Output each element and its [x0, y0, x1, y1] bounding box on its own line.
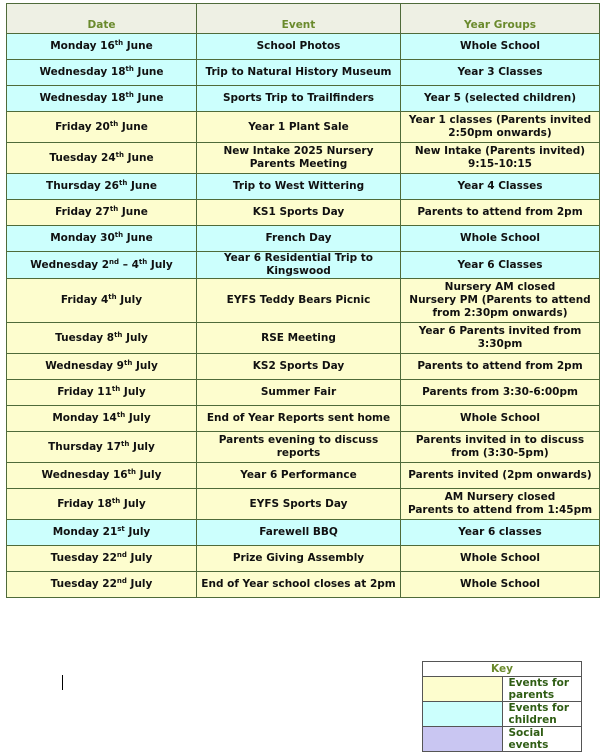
date-suffix: th: [123, 359, 133, 367]
year-groups-cell: Year 6 classes: [401, 520, 600, 546]
date-cell: [7, 463, 197, 489]
date-suffix: th: [125, 91, 134, 99]
table-row: [7, 143, 600, 174]
date-suffix: th: [108, 293, 117, 301]
date-month: June: [130, 180, 157, 192]
date-day: Thursday 26: [46, 180, 119, 192]
date-month: July: [150, 258, 173, 271]
date-month: June: [137, 92, 164, 104]
date-cell: [7, 406, 197, 432]
event-cell: Parents evening to discuss reports: [197, 432, 401, 463]
year-groups-cell: Year 6 Parents invited from 3:30pm: [401, 323, 600, 354]
year-groups-cell: New Intake (Parents invited) 9:15-10:15: [401, 143, 600, 174]
event-cell: Trip to Natural History Museum: [197, 60, 401, 86]
events-table: [6, 3, 600, 598]
date-cell: [7, 546, 197, 572]
table-row: [7, 463, 600, 489]
event-cell: Trip to West Wittering: [197, 174, 401, 200]
event-cell: KS1 Sports Day: [197, 200, 401, 226]
table-row: [7, 86, 600, 112]
date-month: July: [135, 360, 158, 372]
key-row: [423, 677, 582, 702]
year-groups-cell: Whole School: [401, 226, 600, 252]
date-suffix: th: [138, 257, 148, 266]
year-groups-cell: Parents to attend from 2pm: [401, 200, 600, 226]
year-groups-cell: Year 5 (selected children): [401, 86, 600, 112]
date-cell: [7, 200, 197, 226]
date-month: July: [126, 331, 148, 344]
key-row: [423, 702, 582, 727]
date-month: July: [123, 497, 146, 510]
event-cell: Summer Fair: [197, 380, 401, 406]
year-groups-cell: Whole School: [401, 546, 600, 572]
date-month: June: [127, 151, 154, 164]
date-suffix: th: [109, 205, 119, 213]
events-body: [7, 34, 600, 598]
date-suffix: th: [116, 411, 126, 419]
year-groups-cell: Whole School: [401, 34, 600, 60]
year-groups-line: Nursery PM (Parents to attend from 2:30pm onwards): [409, 294, 591, 319]
date-suffix: st: [117, 525, 125, 533]
date-cell: [7, 432, 197, 463]
event-cell: French Day: [197, 226, 401, 252]
event-cell: KS2 Sports Day: [197, 354, 401, 380]
date-day: Wednesday 18: [39, 92, 126, 104]
date-day: Friday 20: [55, 120, 110, 133]
date-suffix: nd: [116, 551, 127, 559]
table-row: [7, 252, 600, 279]
table-row: [7, 112, 600, 143]
table-row: [7, 34, 600, 60]
year-groups-cell: Parents invited in to discuss from (3:30-5pm): [401, 432, 600, 463]
table-row: [7, 200, 600, 226]
year-groups-line: AM Nursery closed: [444, 491, 556, 503]
table-row: [7, 354, 600, 380]
date-day: Monday 14: [52, 412, 117, 424]
table-row: [7, 380, 600, 406]
date-day: Tuesday 22: [50, 552, 117, 564]
year-groups-cell: Parents invited (2pm onwards): [401, 463, 600, 489]
event-cell: EYFS Teddy Bears Picnic: [197, 279, 401, 323]
table-row: [7, 489, 600, 520]
date-suffix: th: [125, 65, 134, 73]
date-suffix: th: [109, 119, 119, 128]
date-day: Friday 18: [57, 497, 112, 510]
table-row: [7, 226, 600, 252]
date-month: July: [130, 552, 153, 564]
table-row: [7, 279, 600, 323]
year-groups-cell: Year 1 classes (Parents invited 2:50pm onwards): [401, 112, 600, 143]
date-cell: [7, 520, 197, 546]
date-day: Wednesday 16: [41, 469, 128, 481]
date-day: Wednesday 18: [39, 66, 126, 78]
date-month: June: [137, 66, 164, 78]
event-cell: Year 6 Performance: [197, 463, 401, 489]
key-label-children: Events for children: [502, 702, 582, 727]
date-cell: [7, 354, 197, 380]
event-cell: Sports Trip to Trailfinders: [197, 86, 401, 112]
event-cell: Farewell BBQ: [197, 520, 401, 546]
year-groups-line: Parents to attend from 1:45pm: [407, 504, 593, 516]
date-suffix: th: [114, 231, 124, 239]
date-suffix: th: [118, 179, 128, 187]
date-suffix: nd: [109, 257, 120, 266]
date-suffix: th: [115, 150, 124, 159]
date-cell: [7, 60, 197, 86]
date-month: July: [133, 440, 155, 453]
year-groups-cell: Whole School: [401, 572, 600, 598]
date-day: Monday 16: [50, 40, 115, 52]
date-day: Friday 11: [57, 386, 112, 398]
table-row: [7, 432, 600, 463]
year-groups-cell: [401, 489, 600, 520]
key-title: Key: [423, 662, 582, 677]
table-row: [7, 406, 600, 432]
date-cell: [7, 323, 197, 354]
date-day: Monday 30: [50, 232, 115, 244]
year-groups-cell: Year 3 Classes: [401, 60, 600, 86]
table-row: [7, 174, 600, 200]
event-cell: Year 1 Plant Sale: [197, 112, 401, 143]
date-cell: [7, 112, 197, 143]
year-groups-line: Nursery AM closed: [444, 281, 556, 293]
date-cell: [7, 34, 197, 60]
header-date: Date: [7, 4, 197, 34]
key-legend: [422, 661, 582, 752]
date-month: July: [128, 412, 151, 424]
date-suffix: th: [111, 385, 121, 393]
event-cell: Year 6 Residential Trip to Kingswood: [197, 252, 401, 279]
header-event: Event: [197, 4, 401, 34]
table-row: [7, 546, 600, 572]
date-day: Monday 21: [52, 526, 118, 538]
event-cell: End of Year Reports sent home: [197, 406, 401, 432]
key-swatch-children: [423, 702, 503, 727]
event-cell: RSE Meeting: [197, 323, 401, 354]
year-groups-cell: Parents to attend from 2pm: [401, 354, 600, 380]
event-cell: New Intake 2025 Nursery Parents Meeting: [197, 143, 401, 174]
key-label-social: Social events: [502, 727, 582, 752]
date-month: July: [130, 578, 153, 590]
date-month: June: [126, 232, 153, 244]
date-cell: [7, 252, 197, 279]
date-day: Wednesday 9: [45, 360, 124, 372]
date-cell: [7, 174, 197, 200]
date-cell: [7, 86, 197, 112]
year-groups-cell: Whole School: [401, 406, 600, 432]
key-header-row: [423, 662, 582, 677]
key-row: [423, 727, 582, 752]
event-cell: End of Year school closes at 2pm: [197, 572, 401, 598]
header-year-groups: Year Groups: [401, 4, 600, 34]
date-day: Tuesday 22: [50, 578, 117, 590]
date-month: July: [123, 386, 146, 398]
year-groups-cell: [401, 279, 600, 323]
year-groups-cell: Year 4 Classes: [401, 174, 600, 200]
table-row: [7, 520, 600, 546]
date-day: Friday 4: [60, 294, 109, 306]
date-suffix: th: [114, 330, 123, 339]
key-swatch-social: [423, 727, 503, 752]
key-swatch-parents: [423, 677, 503, 702]
date-cell: [7, 143, 197, 174]
header-row: [7, 4, 600, 34]
date-day: Thursday 17: [48, 440, 122, 453]
date-day: Wednesday 2: [30, 258, 110, 271]
text-cursor: [62, 675, 63, 690]
date-day: Tuesday 24: [49, 151, 116, 164]
date-suffix: th: [127, 468, 136, 476]
event-cell: School Photos: [197, 34, 401, 60]
date-day: Friday 27: [55, 206, 110, 218]
key-label-parents: Events for parents: [502, 677, 582, 702]
table-row: [7, 60, 600, 86]
event-cell: EYFS Sports Day: [197, 489, 401, 520]
date-month: June: [126, 40, 153, 52]
date-month: June: [121, 206, 148, 218]
date-cell: [7, 226, 197, 252]
date-cell: [7, 489, 197, 520]
event-cell: Prize Giving Assembly: [197, 546, 401, 572]
date-suffix: th: [121, 439, 130, 448]
year-groups-cell: Parents from 3:30-6:00pm: [401, 380, 600, 406]
date-suffix: th: [114, 39, 124, 47]
date-cell: [7, 380, 197, 406]
date-suffix: th: [111, 496, 121, 505]
date-month: July: [120, 294, 143, 306]
date-month: June: [121, 120, 148, 133]
date-cell: [7, 572, 197, 598]
date-month: – 4: [122, 258, 139, 271]
table-row: [7, 323, 600, 354]
date-suffix: nd: [116, 577, 127, 585]
date-month: July: [128, 526, 151, 538]
year-groups-cell: Year 6 Classes: [401, 252, 600, 279]
date-cell: [7, 279, 197, 323]
date-day: Tuesday 8: [55, 331, 115, 344]
table-row: [7, 572, 600, 598]
date-month: July: [139, 469, 162, 481]
